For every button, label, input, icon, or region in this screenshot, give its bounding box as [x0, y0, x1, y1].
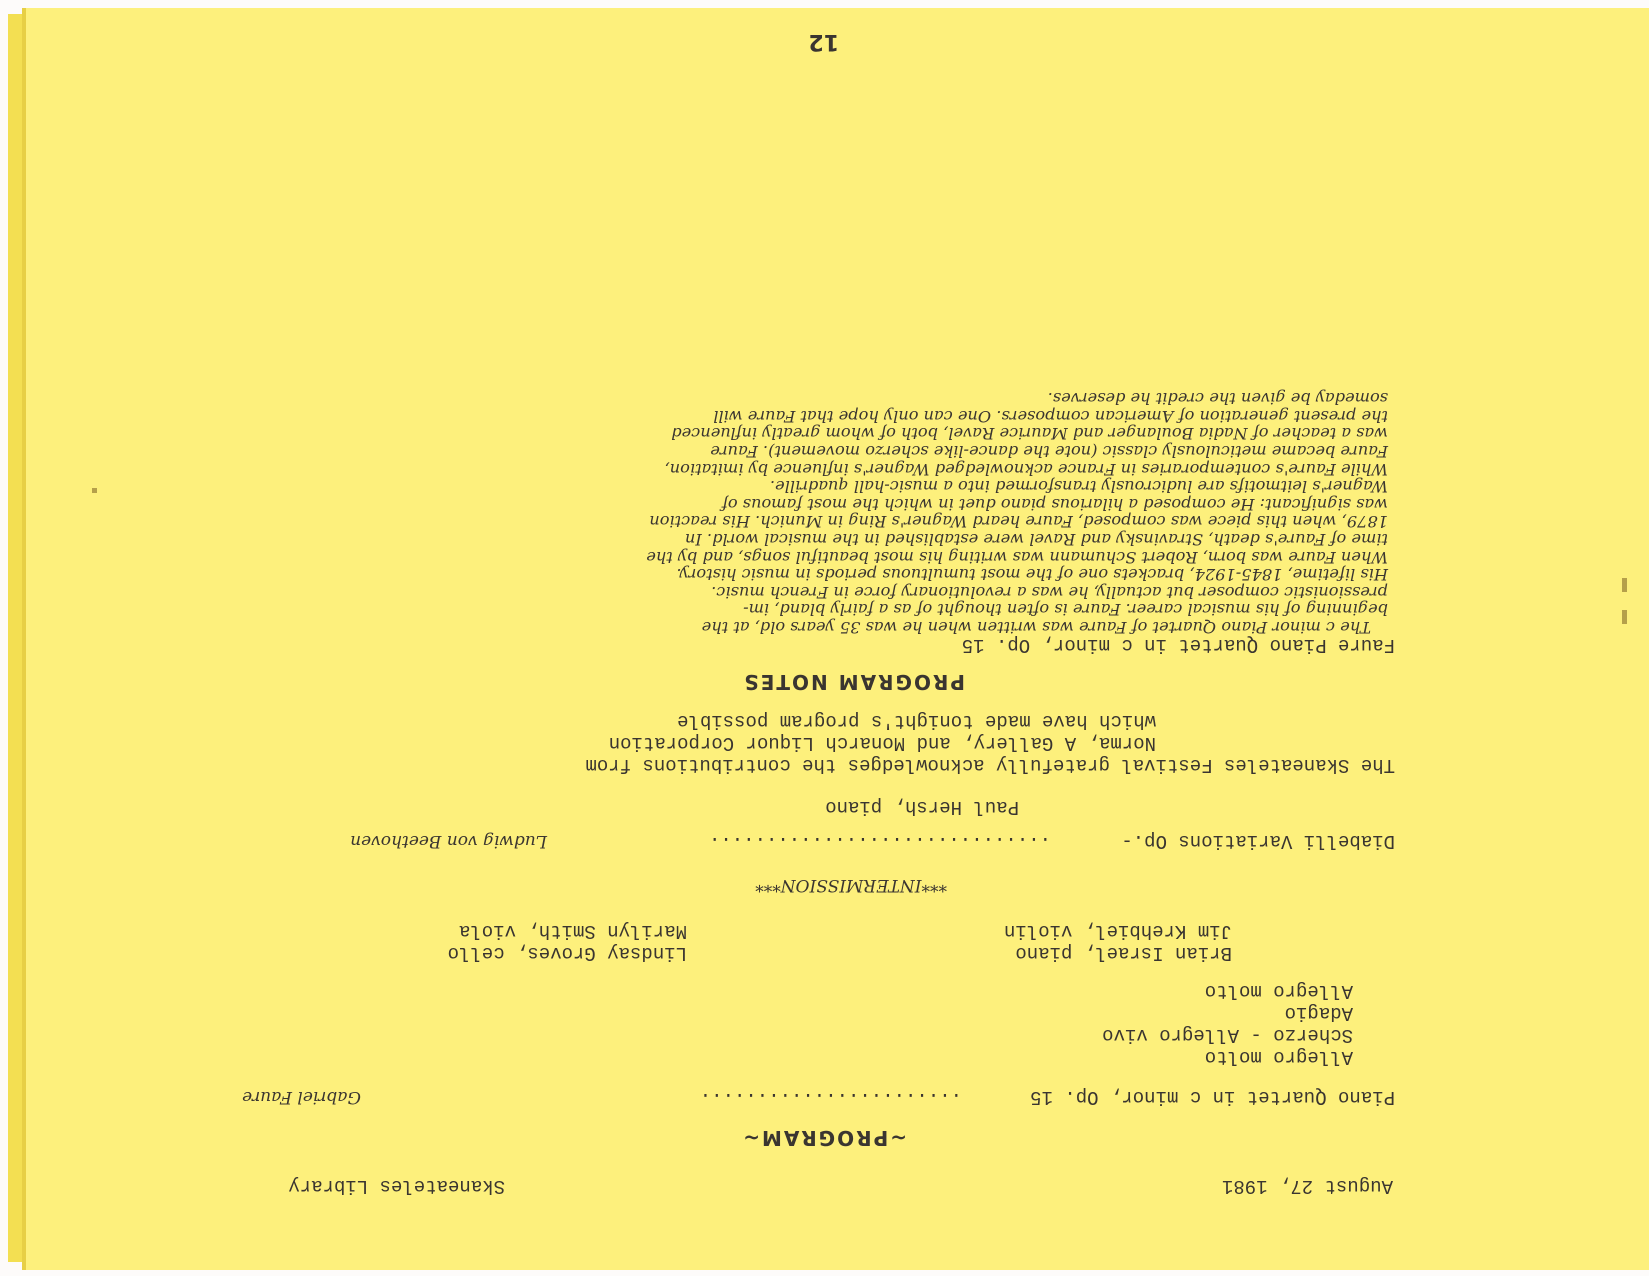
page-number: 12	[808, 29, 839, 54]
notes-line: While Faure's contemporaries in France acknowledged Wagner's influence by imitation,	[664, 459, 1388, 479]
program-heading: ~PROGRAM~	[741, 1126, 907, 1150]
acknowledgement-line: Norma, A Gallery, and Monarch Liquor Corporation	[608, 732, 1156, 754]
notes-line: 1879, when this piece was composed, Faure heard Wagner's Ring in Munich. His reaction	[649, 512, 1388, 532]
notes-line: Wagner's leitmotifs are ludicrously transformed into a music-hall quadrille.	[769, 477, 1388, 497]
notes-line: was a teacher of Nadia Boulanger and Maurice Ravel, both of whom greatly influenced	[671, 424, 1388, 444]
piece-performer: Paul Hersh, piano	[825, 796, 1019, 818]
program-notes-body	[253, 390, 1388, 636]
leader-dots: ..............................	[708, 832, 1051, 854]
piece-composer: Ludwig von Beethoven	[350, 831, 547, 851]
performer: Marilyn Smith, viola	[458, 920, 687, 942]
notes-line: was significant: He composed a hilarious piano duet in which the most famous of	[721, 494, 1388, 514]
concert-venue: Skaneateles Library	[288, 1175, 505, 1197]
notes-line: Faure became meticulously classic (note the dance-like scherzo movement). Faure	[710, 442, 1388, 462]
notes-line: someday be given the credit he deserves.	[1047, 389, 1388, 409]
piece-title: Piano Quartet in c minor, Op. 15	[1030, 1086, 1395, 1108]
notes-line: When Faure was born, Robert Schumann was writing his most beautiful songs, and by the	[646, 547, 1388, 567]
movement: Allegro molto	[1204, 1046, 1353, 1068]
notes-line: His lifetime, 1845-1924, brackets one of the most tumultuous periods in music history.	[676, 565, 1388, 585]
performer: Jim Krehbiel, violin	[1003, 920, 1232, 942]
piece-title: Diabelli Variations Op.-	[1121, 830, 1395, 852]
notes-line: the present generation of American composers. One can only hope that Faure will	[713, 406, 1388, 426]
movement: Allegro molto	[1204, 980, 1353, 1002]
performer: Lindsay Groves, cello	[447, 942, 687, 964]
acknowledgement-line: The Skaneateles Festival gratefully acknowledges the contributions from	[585, 754, 1395, 776]
notes-line: The c minor Piano Quartet of Faure was written when he was 35 years old, at the	[701, 618, 1371, 637]
intermission: ***INTERMISSION***	[755, 875, 947, 895]
leader-dots: .......................	[699, 1088, 962, 1110]
concert-date: August 27, 1981	[1221, 1175, 1393, 1197]
notes-line: pressionistic composer but actually, he was a revolutionary force in French music.	[711, 582, 1388, 602]
movement: Adagio	[1284, 1002, 1353, 1024]
movement: Scherzo - Allegro vivo	[1102, 1024, 1353, 1046]
piece-composer: Gabriel Faure	[242, 1087, 361, 1107]
notes-line: time of Faure's death, Stravinsky and Ravel were established in the musical world. In	[684, 530, 1388, 550]
program-notes-heading: PROGRAM NOTES	[742, 670, 965, 694]
program-notes-subtitle: Faure Piano Quartet in c minor, Op. 15	[961, 634, 1395, 656]
acknowledgement-line: which have made tonight's program possible	[677, 710, 1156, 732]
performer: Brian Israel, piano	[1015, 942, 1232, 964]
notes-line: beginning of his musical career. Faure is often thought of as a fairly bland, im-	[743, 600, 1388, 620]
